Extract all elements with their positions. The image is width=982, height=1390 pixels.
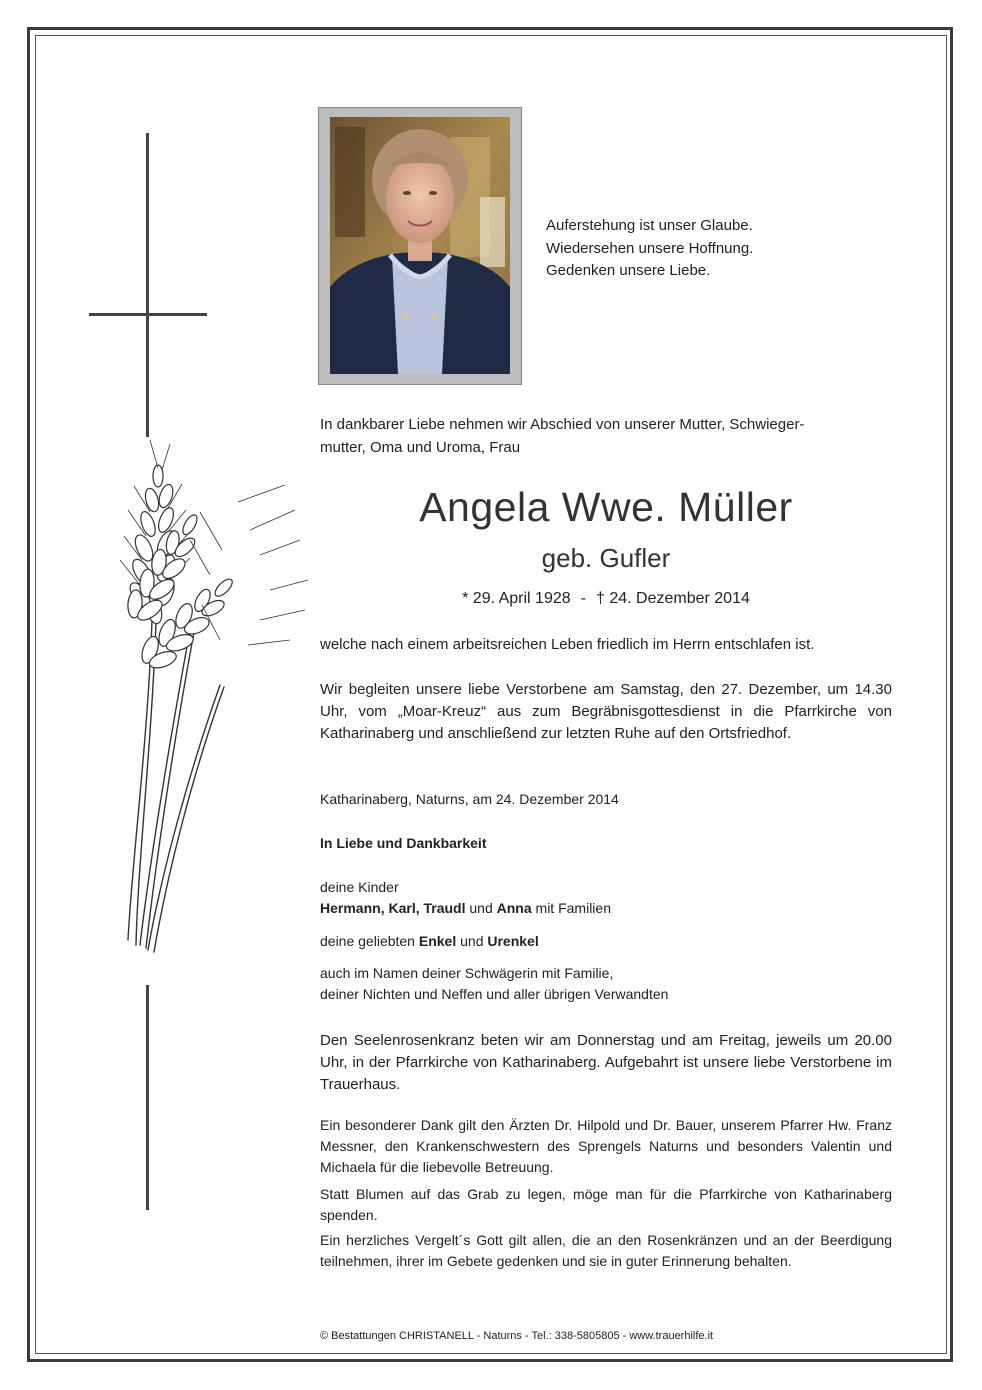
footer: © Bestattungen CHRISTANELL - Naturns - Tel.: 338-5805805 - www.trauerhilfe.it xyxy=(320,1330,714,1342)
child-name: Karl xyxy=(388,900,416,916)
birth-date: * 29. April 1928 xyxy=(462,590,571,607)
grand-intro: deine geliebten xyxy=(320,933,419,949)
children-names xyxy=(320,898,892,919)
name-separator: , xyxy=(380,900,389,916)
relatives-line: auch im Namen deiner Schwägerin mit Familie, xyxy=(320,965,614,981)
cross-upper-beam xyxy=(146,133,149,437)
place-date: Katharinaberg, Naturns, am 24. Dezember 2014 xyxy=(320,791,619,807)
quote-line: Wiedersehen unsere Hoffnung. xyxy=(546,239,754,257)
intro-text xyxy=(320,413,892,459)
conjunction: und xyxy=(456,933,488,949)
mourners-relatives xyxy=(320,963,892,1005)
families-text: mit Familien xyxy=(531,900,611,916)
name-separator: , xyxy=(415,900,424,916)
date-separator: - xyxy=(580,590,586,607)
intro-line: mutter, Oma und Uroma, Frau xyxy=(320,439,521,456)
closing-text: In Liebe und Dankbarkeit xyxy=(320,835,487,851)
death-date: † 24. Dezember 2014 xyxy=(595,590,750,607)
mourners-grandchildren xyxy=(320,931,892,952)
conjunction: und xyxy=(465,900,497,916)
intro-line: In dankbarer Liebe nehmen wir Abschied von unserer Mutter, Schwieger- xyxy=(320,416,805,433)
donation-text: Statt Blumen auf das Grab zu legen, möge man für die Pfarrkirche von Katharinaberg spenden. xyxy=(320,1186,892,1223)
wheat-illustration xyxy=(110,440,310,960)
passed-text: welche nach einem arbeitsreichen Leben friedlich im Herrn entschlafen ist. xyxy=(320,636,815,653)
gratitude-text: Ein herzliches Vergelt´s Gott gilt allen, die an den Rosenkränzen und an der Beerdigung teilnehmen, ihrer im Gebete gedenken und sie in guter Erinnerung behalten. xyxy=(320,1232,892,1269)
rosary-text: Den Seelenrosenkranz beten wir am Donnerstag und am Freitag, jeweils um 20.00 Uhr, in der Pfarrkirche von Katharinaberg. Aufgebahrt ist unsere liebe Verstorbene im Trauerhaus. xyxy=(320,1032,892,1093)
child-name: Hermann xyxy=(320,900,381,916)
cross-lower-beam xyxy=(146,985,149,1210)
quote xyxy=(546,215,753,283)
birth-name: geb. Gufler xyxy=(541,543,671,573)
grandchildren: Enkel xyxy=(418,933,457,949)
funeral-text: Wir begleiten unsere liebe Verstorbene am Samstag, den 27. Dezember, um 14.30 Uhr, vom „Moar-Kreuz“ aus zum Begräbnisgottesdienst in die Pfarrkirche von Katharinaberg und anschließend zur letzten Ruhe auf den Ortsfriedhof. xyxy=(320,681,892,742)
cross-crossbeam xyxy=(89,313,207,316)
portrait-photo xyxy=(330,117,510,374)
quote-line: Auferstehung ist unser Glaube. xyxy=(546,217,753,234)
child-name: Traudl xyxy=(423,900,466,916)
child-name: Anna xyxy=(496,900,532,916)
mourners-children xyxy=(320,877,892,919)
deceased-name: Angela Wwe. Müller xyxy=(419,484,793,530)
life-dates xyxy=(320,590,892,608)
thanks-text: Ein besonderer Dank gilt den Ärzten Dr. Hilpold und Dr. Bauer, unserem Pfarrer Hw. Franz Messner, den Krankenschwestern des Sprengels Naturns und besonders Valentin und Michaela für die liebevolle Betreuung. xyxy=(320,1117,892,1175)
closing-line xyxy=(320,833,892,854)
children-intro: deine Kinder xyxy=(320,879,399,895)
relatives-line: deiner Nichten und Neffen und aller übrigen Verwandten xyxy=(320,986,669,1002)
great-grandchildren: Urenkel xyxy=(487,933,539,949)
quote-line: Gedenken unsere Liebe. xyxy=(546,262,711,279)
